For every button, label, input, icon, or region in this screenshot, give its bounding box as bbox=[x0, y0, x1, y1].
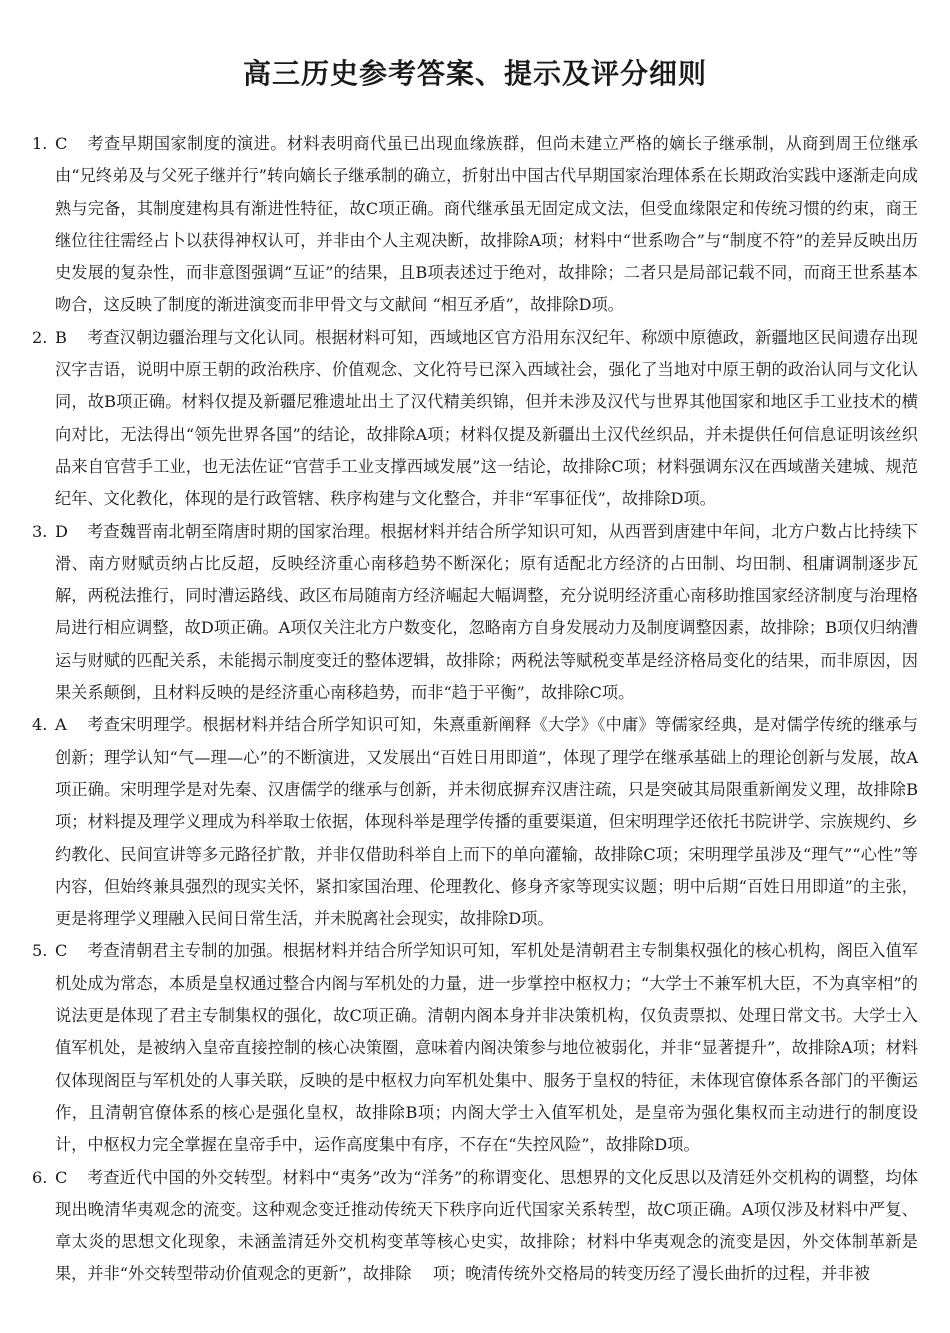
answer-item-1 bbox=[32, 128, 918, 322]
answer-number: 2. bbox=[32, 327, 48, 347]
page-title: 高三历史参考答案、提示及评分细则 bbox=[242, 57, 707, 90]
answer-choice: A bbox=[55, 715, 67, 735]
answer-item-6 bbox=[32, 1162, 918, 1291]
answer-number: 3. bbox=[32, 521, 48, 541]
answer-item-5 bbox=[32, 935, 918, 1161]
answer-choice: D bbox=[55, 521, 68, 541]
answer-item-4 bbox=[32, 709, 918, 935]
answer-choice: B bbox=[55, 327, 67, 347]
answer-number: 4. bbox=[32, 715, 48, 735]
answer-explanation: 考查汉朝边疆治理与文化认同。根据材料可知，西域地区官方沿用东汉纪年、称颂中原德政，新疆地区民间遗存出现汉字吉语，说明中原王朝的政治秩序、价值观念、文化符号已深入西域社会，强化了当地对中原王朝的政治认同与文化认同，故B项正确。材料仅提及新疆尼雅遗址出土了汉代精美织锦，但并未涉及汉代与世界其他国家和地区手工业技术的横向对比，无法得出“领先世界各国”的结论，故排除A项；材料仅提及新疆出土汉代丝织品，并未提供任何信息证明该丝织品来自官营手工业，也无法佐证“官营手工业支撑西域发展”这一结论，故排除C项；材料强调东汉在西域凿关建城、规范纪年、文化教化，体现的是行政管辖、秩序构建与文化整合，并非“军事征伐”，故排除D项。 bbox=[55, 327, 918, 509]
answer-explanation: 考查早期国家制度的演进。材料表明商代虽已出现血缘族群，但尚未建立严格的嫡长子继承制，从商到周王位继承由“兄终弟及与父死子继并行”转向嫡长子继承制的确立，折射出中国古代早期国家治理体系在长期政治实践中逐渐走向成熟与完备，其制度建构具有渐进性特征，故C项正确。商代继承虽无固定成文法，但受血缘限定和传统习惯的约束，商王继位往往需经占卜以获得神权认可，并非由个人主观决断，故排除A项；材料中“世系吻合”与“制度不符”的差异反映出历史发展的复杂性，而非意图强调“互证”的结果，且B项表述过于绝对，故排除；二者只是局部记载不同，而商王世系基本吻合，这反映了制度的渐进演变而非甲骨文与文献间 “相互矛盾”，故排除D项。 bbox=[55, 134, 918, 315]
answer-explanation: 考查近代中国的外交转型。材料中“夷务”改为“洋务”的称谓变化、思想界的文化反思以及清廷外交机构的调整，均体现出晚清华夷观念的流变。这种观念变迁推动传统天下秩序向近代国家关系转型，故C项正确。A项仅涉及材料中严复、章太炎的思想文化现象，未涵盖清廷外交机构变革等核心史实，故排除；材料中华夷观念的流变是因，外交体制革新是果，并非“外交转型带动价值观念的更新”，故排除 项；晚清传统外交格局的转变历经了漫长曲折的过程，并非被 bbox=[55, 1167, 918, 1284]
answer-explanation: 考查魏晋南北朝至隋唐时期的国家治理。根据材料并结合所学知识可知，从西晋到唐建中年间，北方户数占比持续下滑、南方财赋贡纳占比反超，反映经济重心南移趋势不断深化；原有适配北方经济的占田制、均田制、租庸调制逐步瓦解，两税法推行，同时漕运路线、政区布局随南方经济崛起大幅调整，充分说明经济重心南移助推国家经济制度与治理格局进行相应调整，故D项正确。A项仅关注北方户数变化，忽略南方自身发展动力及制度调整因素，故排除；B项仅归纳漕运与财赋的匹配关系，未能揭示制度变迁的整体逻辑，故排除；两税法等赋税变革是经济格局变化的结果，而非原因，因果关系颠倒，且材料反映的是经济重心南移趋势，而非“趋于平衡”，故排除C项。 bbox=[55, 521, 918, 703]
answer-choice: C bbox=[55, 1167, 68, 1187]
answer-list bbox=[32, 128, 918, 1291]
answer-item-3 bbox=[32, 516, 918, 710]
answer-choice: C bbox=[55, 941, 68, 961]
answer-choice: C bbox=[55, 134, 68, 153]
answer-number: 5. bbox=[32, 941, 48, 961]
answer-item-2 bbox=[32, 322, 918, 516]
answer-explanation: 考查清朝君主专制的加强。根据材料并结合所学知识可知，军机处是清朝君主专制集权强化的核心机构，阁臣入值军机处成为常态，本质是皇权通过整合内阁与军机处的力量，进一步掌控中枢权力；“大学士不兼军机大臣，不为真宰相”的说法更是体现了君主专制集权的强化，故C项正确。清朝内阁本身并非决策机构，仅负责票拟、处理日常文书。大学士入值军机处，是被纳入皇帝直接控制的核心决策圈，意味着内阁决策参与地位被弱化，并非“显著提升”，故排除A项；材料仅体现阁臣与军机处的人事关联，反映的是中枢权力向军机处集中、服务于皇权的特征，未体现官僚体系各部门的平衡运作，且清朝官僚体系的核心是强化皇权，故排除B项；内阁大学士入值军机处，是皇帝为强化集权而主动进行的制度设计，中枢权力完全掌握在皇帝手中，运作高度集中有序，不存在“失控风险”，故排除D项。 bbox=[55, 941, 918, 1155]
answer-number: 1. bbox=[32, 134, 48, 153]
answer-explanation: 考查宋明理学。根据材料并结合所学知识可知，朱熹重新阐释《大学》《中庸》等儒家经典，是对儒学传统的继承与创新；理学认知“气—理—心”的不断演进，又发展出“百姓日用即道”，体现了理学在继承基础上的理论创新与发展，故A项正确。宋明理学是对先秦、汉唐儒学的继承与创新，并未彻底摒弃汉唐注疏，只是突破其局限重新阐发义理，故排除B项；材料提及理学义理成为科举取士依据，体现科举是理学传播的重要渠道，但宋明理学还依托书院讲学、宗族规约、乡约教化、民间宣讲等多元路径扩散，并非仅借助科举自上而下的单向灌输，故排除C项；宋明理学虽涉及“理气”“心性”等内容，但始终兼具强烈的现实关怀，紧扣家国治理、伦理教化、修身齐家等现实议题；明中后期“百姓日用即道”的主张，更是将理学义理融入民间日常生活，并未脱离社会现实，故排除D项。 bbox=[55, 715, 918, 929]
answer-number: 6. bbox=[32, 1167, 48, 1187]
